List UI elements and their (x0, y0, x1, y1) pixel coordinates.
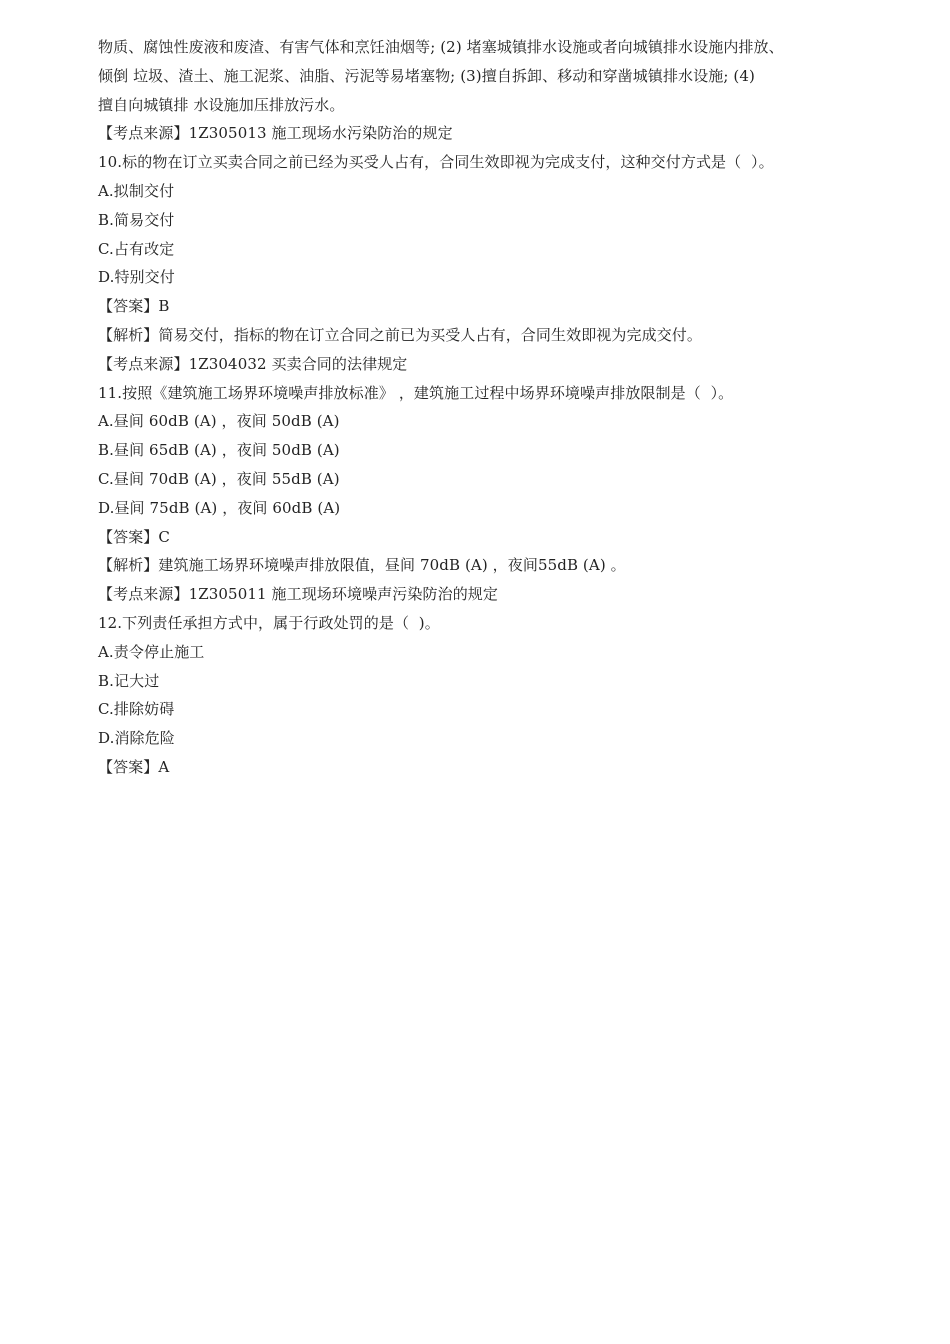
answer: 【答案】C (98, 527, 170, 546)
option: B.简易交付 (98, 210, 175, 229)
question-stem: 12.下列责任承担方式中，属于行政处罚的是（ )。 (98, 613, 440, 632)
answer: 【答案】A (98, 757, 170, 776)
option: D.特别交付 (98, 268, 175, 287)
option: D.消除危险 (98, 729, 175, 748)
option: C.排除妨碍 (98, 700, 175, 719)
option: C.昼间 70dB (A) ，夜间 55dB (A) (98, 469, 340, 488)
source-note: 【考点来源】1Z305011 施工现场环境噪声污染防治的规定 (98, 585, 498, 604)
option: A.拟制交付 (98, 181, 175, 200)
option: C.占有改定 (98, 239, 175, 258)
option: B.记大过 (98, 671, 160, 690)
question-stem: 11.按照《建筑施工场界环境噪声排放标准》 ，建筑施工过程中场界环境噪声排放限制是（ ）。 (98, 383, 734, 402)
text-line: 物质、腐蚀性废液和废渣、有害气体和烹饪油烟等; (2) 堵塞城镇排水设施或者向城镇排水设施内排放、 (98, 38, 784, 56)
source-note: 【考点来源】1Z305013 施工现场水污染防治的规定 (98, 124, 453, 143)
option: D.昼间 75dB (A) ，夜间 60dB (A) (98, 498, 341, 517)
option: B.昼间 65dB (A) ，夜间 50dB (A) (98, 441, 340, 460)
analysis: 【解析】简易交付，指标的物在订立合同之前已为买受人占有，合同生效即视为完成交付。 (98, 325, 703, 344)
source-note: 【考点来源】1Z304032 买卖合同的法律规定 (98, 354, 408, 373)
text-line: 倾倒 垃圾、渣土、施工泥浆、油脂、污泥等易堵塞物; (3)擅自拆卸、移动和穿凿城镇排水设施; (4) (98, 66, 755, 85)
document-page (98, 33, 888, 782)
answer: 【答案】B (98, 297, 170, 316)
option: A.昼间 60dB (A) ，夜间 50dB (A) (98, 412, 340, 431)
text-line: 擅自向城镇排 水设施加压排放污水。 (98, 95, 345, 114)
option: A.责令停止施工 (98, 642, 205, 661)
question-stem: 10.标的物在订立买卖合同之前已经为买受人占有，合同生效即视为完成支付，这种交付方式是（ ）。 (98, 153, 774, 172)
analysis: 【解析】建筑施工场界环境噪声排放限值，昼间 70dB (A) ，夜间55dB (A) 。 (98, 556, 626, 575)
